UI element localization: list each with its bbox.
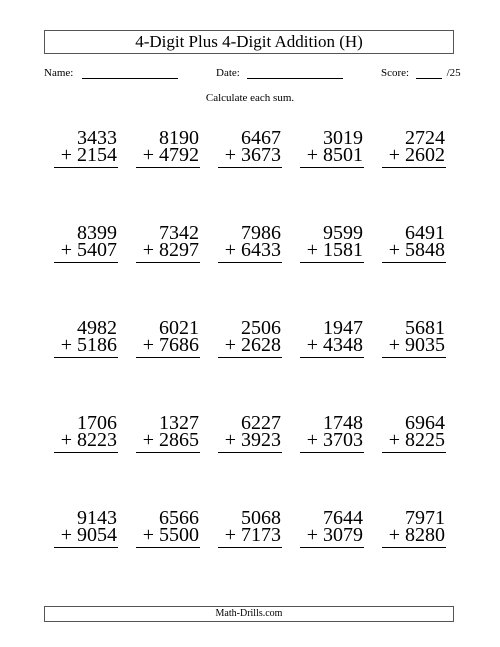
problem-row [44, 124, 454, 219]
bottom-addend-line [225, 145, 281, 165]
bottom-addend: 4348 [323, 334, 363, 356]
score-blank[interactable] [416, 64, 442, 79]
problem-row [44, 314, 454, 409]
bottom-addend: 9035 [405, 334, 445, 356]
addition-problem [372, 219, 454, 314]
bottom-addend-line [61, 525, 117, 545]
addition-problem [290, 409, 372, 504]
date-blank[interactable] [247, 64, 343, 79]
answer-line[interactable] [382, 262, 446, 263]
answer-line[interactable] [54, 357, 118, 358]
addition-problem [290, 124, 372, 219]
name-field [44, 64, 178, 82]
plus-sign: + [142, 144, 154, 166]
top-addend: 1706 [77, 412, 117, 434]
bottom-addend: 8280 [405, 524, 445, 546]
bottom-addend: 3079 [323, 524, 363, 546]
top-addend: 6021 [159, 317, 199, 339]
top-addend: 2506 [241, 317, 281, 339]
bottom-addend: 3703 [323, 429, 363, 451]
problem-row [44, 504, 454, 599]
plus-sign: + [224, 239, 236, 261]
answer-line[interactable] [54, 262, 118, 263]
answer-line[interactable] [300, 357, 364, 358]
bottom-addend-line [307, 525, 363, 545]
bottom-addend: 3673 [241, 144, 281, 166]
footer-site: Math-Drills.com [44, 606, 454, 622]
addition-problem [208, 314, 290, 409]
plus-sign: + [142, 429, 154, 451]
top-addend: 6566 [159, 507, 199, 529]
problem-row [44, 219, 454, 314]
addition-problem [372, 504, 454, 599]
top-addend: 1748 [323, 412, 363, 434]
plus-sign: + [142, 239, 154, 261]
answer-line[interactable] [218, 452, 282, 453]
plus-sign: + [224, 334, 236, 356]
addition-problem [208, 409, 290, 504]
bottom-addend: 2154 [77, 144, 117, 166]
plus-sign: + [306, 334, 318, 356]
name-blank[interactable] [82, 64, 178, 79]
top-addend: 7971 [405, 507, 445, 529]
answer-line[interactable] [218, 167, 282, 168]
addition-problem [372, 124, 454, 219]
plus-sign: + [388, 144, 400, 166]
bottom-addend: 7686 [159, 334, 199, 356]
bottom-addend-line [143, 240, 199, 260]
answer-line[interactable] [136, 452, 200, 453]
bottom-addend-line [225, 240, 281, 260]
top-addend: 2724 [405, 127, 445, 149]
bottom-addend-line [389, 525, 445, 545]
addition-problem [208, 219, 290, 314]
answer-line[interactable] [136, 167, 200, 168]
bottom-addend: 8297 [159, 239, 199, 261]
answer-line[interactable] [136, 547, 200, 548]
bottom-addend-line [389, 335, 445, 355]
instructions: Calculate each sum. [205, 92, 295, 104]
top-addend: 6491 [405, 222, 445, 244]
plus-sign: + [388, 429, 400, 451]
problem-row [44, 409, 454, 504]
addition-problem [290, 314, 372, 409]
bottom-addend-line [61, 430, 117, 450]
bottom-addend-line [61, 335, 117, 355]
plus-sign: + [306, 524, 318, 546]
bottom-addend-line [307, 335, 363, 355]
bottom-addend-line [307, 430, 363, 450]
answer-line[interactable] [382, 167, 446, 168]
addition-problem [126, 409, 208, 504]
bottom-addend-line [61, 145, 117, 165]
addition-problem [44, 314, 126, 409]
top-addend: 6467 [241, 127, 281, 149]
problem-grid [44, 124, 454, 599]
bottom-addend-line [143, 525, 199, 545]
top-addend: 7644 [323, 507, 363, 529]
plus-sign: + [60, 429, 72, 451]
addition-problem [208, 504, 290, 599]
answer-line[interactable] [300, 547, 364, 548]
top-addend: 9599 [323, 222, 363, 244]
answer-line[interactable] [382, 547, 446, 548]
addition-problem [126, 314, 208, 409]
bottom-addend-line [143, 430, 199, 450]
bottom-addend-line [225, 430, 281, 450]
bottom-addend: 4792 [159, 144, 199, 166]
bottom-addend-line [389, 145, 445, 165]
bottom-addend: 5186 [77, 334, 117, 356]
answer-line[interactable] [136, 262, 200, 263]
answer-line[interactable] [218, 547, 282, 548]
bottom-addend: 3923 [241, 429, 281, 451]
bottom-addend: 7173 [241, 524, 281, 546]
top-addend: 7986 [241, 222, 281, 244]
plus-sign: + [388, 524, 400, 546]
addition-problem [126, 504, 208, 599]
answer-line[interactable] [136, 357, 200, 358]
plus-sign: + [388, 239, 400, 261]
top-addend: 5681 [405, 317, 445, 339]
bottom-addend-line [225, 335, 281, 355]
bottom-addend: 8501 [323, 144, 363, 166]
top-addend: 4982 [77, 317, 117, 339]
top-addend: 5068 [241, 507, 281, 529]
bottom-addend: 8223 [77, 429, 117, 451]
bottom-addend: 8225 [405, 429, 445, 451]
bottom-addend-line [389, 240, 445, 260]
addition-problem [44, 409, 126, 504]
bottom-addend: 1581 [323, 239, 363, 261]
bottom-addend: 2628 [241, 334, 281, 356]
answer-line[interactable] [54, 452, 118, 453]
answer-line[interactable] [300, 167, 364, 168]
answer-line[interactable] [218, 262, 282, 263]
top-addend: 7342 [159, 222, 199, 244]
top-addend: 6964 [405, 412, 445, 434]
top-addend: 1947 [323, 317, 363, 339]
addition-problem [290, 504, 372, 599]
addition-problem [372, 409, 454, 504]
answer-line[interactable] [218, 357, 282, 358]
date-field [216, 64, 343, 82]
answer-line[interactable] [382, 452, 446, 453]
bottom-addend: 5500 [159, 524, 199, 546]
score-field [381, 64, 461, 82]
worksheet-title: 4-Digit Plus 4-Digit Addition (H) [44, 30, 454, 54]
addition-problem [290, 219, 372, 314]
answer-line[interactable] [382, 357, 446, 358]
top-addend: 3019 [323, 127, 363, 149]
score-label: Score: [381, 67, 410, 79]
top-addend: 6227 [241, 412, 281, 434]
addition-problem [372, 314, 454, 409]
plus-sign: + [60, 334, 72, 356]
plus-sign: + [306, 144, 318, 166]
plus-sign: + [60, 239, 72, 261]
addition-problem [44, 504, 126, 599]
plus-sign: + [142, 334, 154, 356]
plus-sign: + [306, 429, 318, 451]
plus-sign: + [60, 144, 72, 166]
plus-sign: + [306, 239, 318, 261]
plus-sign: + [388, 334, 400, 356]
answer-line[interactable] [54, 167, 118, 168]
top-addend: 9143 [77, 507, 117, 529]
bottom-addend: 5407 [77, 239, 117, 261]
addition-problem [44, 124, 126, 219]
addition-problem [44, 219, 126, 314]
answer-line[interactable] [300, 262, 364, 263]
score-total: /25 [446, 67, 461, 79]
bottom-addend: 9054 [77, 524, 117, 546]
bottom-addend-line [143, 335, 199, 355]
bottom-addend-line [143, 145, 199, 165]
date-label: Date: [216, 67, 240, 79]
bottom-addend-line [61, 240, 117, 260]
bottom-addend: 6433 [241, 239, 281, 261]
plus-sign: + [224, 524, 236, 546]
top-addend: 3433 [77, 127, 117, 149]
addition-problem [126, 124, 208, 219]
top-addend: 8190 [159, 127, 199, 149]
bottom-addend: 2865 [159, 429, 199, 451]
plus-sign: + [224, 144, 236, 166]
name-label: Name: [44, 67, 74, 79]
bottom-addend-line [307, 145, 363, 165]
bottom-addend: 2602 [405, 144, 445, 166]
bottom-addend-line [307, 240, 363, 260]
plus-sign: + [224, 429, 236, 451]
bottom-addend-line [225, 525, 281, 545]
bottom-addend-line [389, 430, 445, 450]
addition-problem [208, 124, 290, 219]
top-addend: 8399 [77, 222, 117, 244]
top-addend: 1327 [159, 412, 199, 434]
addition-problem [126, 219, 208, 314]
plus-sign: + [60, 524, 72, 546]
plus-sign: + [142, 524, 154, 546]
answer-line[interactable] [54, 547, 118, 548]
bottom-addend: 5848 [405, 239, 445, 261]
answer-line[interactable] [300, 452, 364, 453]
